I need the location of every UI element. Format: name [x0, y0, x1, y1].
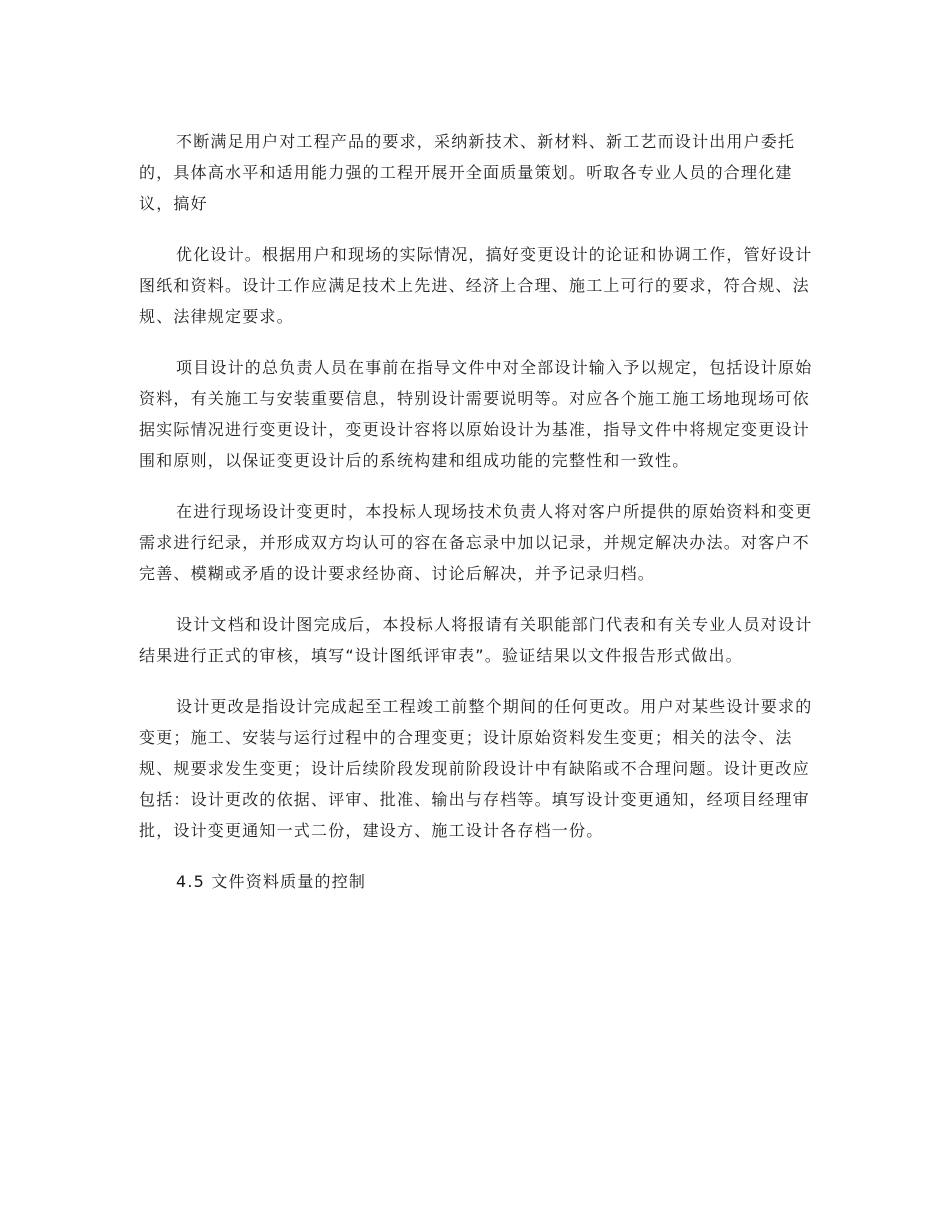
document-body [139, 126, 819, 897]
section-heading: 4.5 文件资料质量的控制 [176, 872, 367, 891]
paragraph-2: 优化设计。根据用户和现场的实际情况，搞好变更设计的论证和协调工作，管好设计图纸和资料。设计工作应满足技术上先进、经济上合理、施工上可行的要求，符合规、法规、法律规定要求。 [139, 245, 813, 326]
paragraph-4: 在进行现场设计变更时，本投标人现场技术负责人将对客户所提供的原始资料和变更需求进行纪录，并形成双方均认可的容在备忘录中加以记录，并规定解决办法。对客户不完善、模糊或矛盾的设计要求经协商、讨论后解决，并予记录归档。 [139, 502, 813, 583]
paragraph-3: 项目设计的总负责人员在事前在指导文件中对全部设计输入予以规定，包括设计原始资料，有关施工与安装重要信息，特别设计需要说明等。对应各个施工施工场地现场可依据实际情况进行变更设计，变更设计容将以原始设计为基准，指导文件中将规定变更设计围和原则，以保证变更设计后的系统构建和组成功能的完整性和一致性。 [139, 358, 813, 470]
paragraph-1: 不断满足用户对工程产品的要求，采纳新技术、新材料、新工艺而设计出用户委托的，具体高水平和适用能力强的工程开展开全面质量策划。听取各专业人员的合理化建议，搞好 [139, 132, 796, 213]
paragraph-5: 设计文档和设计图完成后，本投标人将报请有关职能部门代表和有关专业人员对设计结果进行正式的审核，填写“设计图纸评审表”。验证结果以文件报告形式做出。 [139, 615, 813, 665]
paragraph-6: 设计更改是指设计完成起至工程竣工前整个期间的任何更改。用户对某些设计要求的变更；施工、安装与运行过程中的合理变更；设计原始资料发生变更；相关的法令、法规、规要求发生变更；设计后续阶段发现前阶段设计中有缺陷或不合理问题。设计更改应包括：设计更改的依据、评审、批准、输出与存档等。填写设计变更通知，经项目经理审批，设计变更通知一式二份，建设方、施工设计各存档一份。 [139, 697, 813, 840]
